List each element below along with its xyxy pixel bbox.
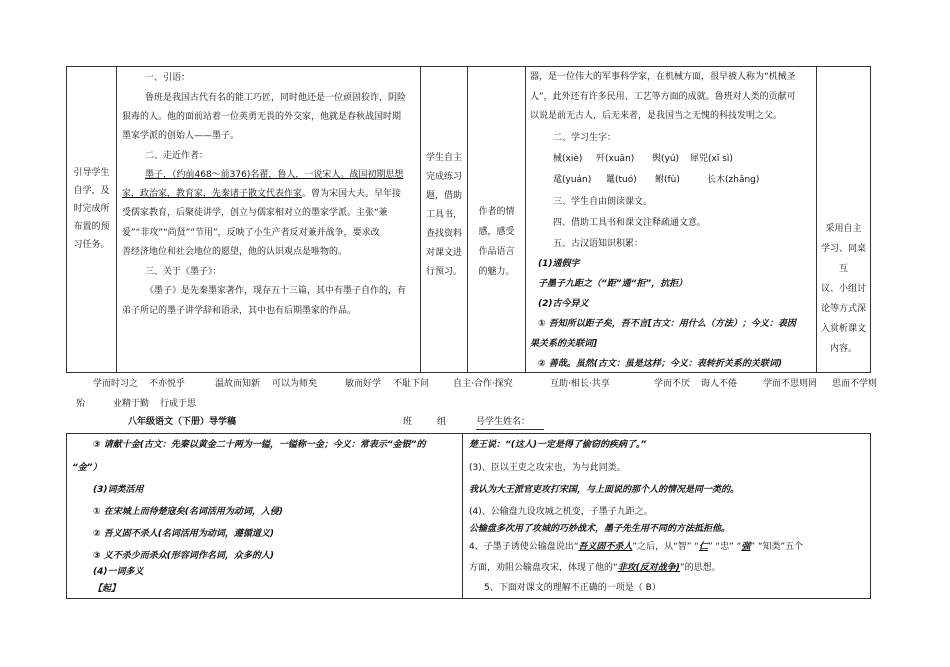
proverb: 自主·合作·探究 — [453, 379, 513, 389]
goal-line: 作者的情 — [478, 207, 515, 217]
author-text: 家，政治家，教育家，先秦诸子散文代表作家 — [122, 189, 303, 199]
intro-text: 鲁班是我国古代有名的能工巧匠，同时他还是一位顽固狡诈，阴险 — [145, 93, 407, 103]
note-line: “金”） — [72, 463, 102, 473]
note-line: ③ 请献十金(古文：先秦以黄金二十两为一镒，一镒称一金；今义：常表示“金银”的 — [93, 440, 426, 450]
goal-line: 的魅力。 — [478, 267, 515, 277]
guide-line: 引导学生 — [73, 168, 110, 178]
question-4-cont — [469, 561, 867, 575]
book-text: 《墨子》是先秦墨家著作，现存五十三篇，其中有墨子自作的，有 — [145, 286, 407, 296]
question-4-text: 方面，劝阻公输盘攻宋，体现了他的“ — [469, 563, 618, 573]
section-heading-intro: 一、引语： — [145, 73, 191, 83]
translation-line: (4)、公输盘九设攻城之机变，子墨子九距之。 — [469, 507, 653, 517]
note-line: (3)词类活用 — [93, 485, 144, 495]
subheading-tongjia: (1)通假字 — [538, 259, 580, 269]
vocab-item: 械(xiè) — [553, 154, 583, 164]
proverb: 互助·相长·共享 — [550, 379, 610, 389]
question-4-text: ”的思想。 — [679, 563, 721, 573]
author-line — [122, 187, 418, 201]
question-4-text: ” “知类”五个 — [750, 542, 804, 552]
question-4 — [469, 540, 867, 554]
vocab-item: 歼(xuān) — [596, 154, 635, 164]
vocab-item: 犀兕(xī sì) — [690, 154, 733, 164]
method-line: 议、小组讨 — [820, 284, 866, 294]
vocab-item: 长木(zhǎng) — [707, 175, 760, 185]
bottom-table-border-top — [66, 433, 871, 434]
worksheet-title: 八年级语文（下册）导学稿 — [128, 417, 237, 427]
bottom-table-border-left — [66, 433, 67, 599]
activity-line: 行预习。 — [425, 267, 462, 277]
author-text: 善经济地位和社会地位的愿望，他的认识观点是唯物的。 — [122, 247, 348, 257]
proverb: 行成于思 — [160, 399, 197, 409]
author-text: 。曾为宋国大夫。早年接 — [302, 189, 402, 199]
proverb: 学而时习之 — [93, 379, 139, 389]
vocab-item: 鼋(yuán) — [553, 175, 592, 185]
gujin-example: ② 善哉。虽然(古文：虽是这样；今义：表转折关系的关联词) — [538, 359, 782, 369]
section-heading-book: 三、关于《墨子》： — [145, 267, 222, 277]
luban-text: 器，是一位伟大的军事科学家，在机械方面，很早被人称为“机械圣 — [530, 72, 796, 82]
proverb: 温故而知新 — [215, 379, 261, 389]
intro-text: 狠毒的人。他的面前站着一位英勇无畏的外交家，他就是春秋战国时期 — [122, 112, 402, 122]
question-5: 5、下面对课文的理解不正确的一项是（ B） — [484, 583, 661, 593]
translation-line: 我认为大王派官吏攻打宋国，与上面说的那个人的情况是同一类的。 — [469, 485, 740, 495]
proverb: 敏而好学 — [345, 379, 382, 389]
goal-line: 感，感受 — [478, 227, 515, 237]
author-text: 受儒家教育，后聚徒讲学，创立与儒家相对立的墨家学派。主张“兼 — [122, 208, 388, 218]
guide-line: 自学，及 — [73, 186, 110, 196]
book-text: 弟子所记的墨子讲学辞和语录，其中也有后期墨家的作品。 — [122, 306, 357, 316]
tongjia-example: 子墨子九距之（“距”通“拒”，抗拒） — [538, 279, 688, 289]
group-label: 组 — [437, 417, 447, 427]
activity-line: 题，借助 — [425, 191, 462, 201]
top-table-border-top — [66, 66, 871, 67]
student-activity-column — [421, 149, 467, 282]
author-text: 墨子，（约前468～前376)名翟，鲁人，一说宋人。战国初期思想 — [145, 170, 404, 180]
method-line: 入赏析课文 — [820, 324, 866, 334]
activity-line: 完成练习 — [425, 172, 462, 182]
note-line: 【起】 — [93, 584, 121, 594]
guide-line: 时完成所 — [73, 204, 110, 214]
goal-line: 作品语言 — [478, 247, 515, 257]
proverb: 不亦悦乎 — [149, 379, 186, 389]
translation-line: 楚王说：“(这人)一定是得了偷窃的疾病了。” — [469, 440, 647, 450]
question-4-text: ”之后，从“智” “ — [632, 542, 699, 552]
method-line: 学习、同桌互 — [820, 244, 866, 274]
step-three: 三、学生自由朗读课文。 — [553, 197, 653, 207]
student-name-field[interactable]: 号学生姓名： — [476, 415, 544, 430]
note-line: ① 在宋城上而待楚寇矣(名词活用为动词，入侵) — [93, 507, 283, 517]
method-line: 内容。 — [829, 344, 857, 354]
goal-column — [468, 202, 525, 282]
top-table-border-right — [870, 66, 871, 373]
activity-line: 学生自主 — [425, 153, 462, 163]
gujin-example: ① 吾知所以距子矣，吾不言[古文：用什么（方法）；今义：表因 — [538, 319, 796, 329]
activity-line: 工具书， — [425, 210, 462, 220]
translation-line: 公输盘多次用了攻城的巧妙战术，墨子先生用不同的方法抵拒他。 — [469, 524, 731, 534]
proverb: 学而不思则罔 — [763, 379, 818, 389]
gujin-example: 果关系的关联词] — [530, 339, 598, 349]
proverb: 业精于勤 — [113, 399, 150, 409]
top-table-border-bottom — [66, 372, 871, 373]
guide-line: 习任务。 — [73, 240, 110, 250]
proverb: 殆 — [76, 399, 86, 409]
section-heading-words: 二、学习生字： — [553, 133, 617, 143]
proverb: 诲人不倦 — [701, 379, 738, 389]
proverb: 可以为师矣 — [272, 379, 318, 389]
vocab-item: 舆(yú) — [652, 154, 680, 164]
intro-text: 墨家学派的创始人——墨子。 — [122, 131, 240, 141]
method-line: 论等方式深 — [820, 304, 866, 314]
method-column — [817, 219, 870, 359]
bottom-table-border-bottom — [66, 598, 871, 599]
class-label: 班 — [403, 417, 413, 427]
vocab-item: 鼍(tuó) — [606, 175, 637, 185]
question-4-text: ” “忠” “ — [707, 542, 742, 552]
guide-column — [67, 164, 116, 254]
answer-blank: 非攻(反对战争) — [617, 563, 680, 573]
activity-line: 查找资料 — [425, 229, 462, 239]
answer-blank: 吾义固不杀人 — [578, 542, 633, 552]
bottom-table-divider — [462, 433, 463, 599]
translation-line: (3)、臣以王吏之攻宋也，为与此同类。 — [469, 463, 626, 473]
author-text: 爱”“非攻”“尚贤”“节用”，反映了小生产者反对兼并战争，要求改 — [122, 228, 380, 238]
guide-line: 布置的预 — [73, 222, 110, 232]
section-heading-author: 二、走近作者： — [145, 151, 209, 161]
note-line: (4)一词多义 — [93, 567, 144, 577]
subheading-gujin: (2)古今异义 — [538, 299, 589, 309]
luban-text: 人”，此外还有许多民用、工艺等方面的成就。鲁班对人类的贡献可 — [530, 92, 796, 102]
note-line: ② 吾义固不杀人(名词活用为动词，遵循道义) — [93, 529, 274, 539]
method-line: 采用自主 — [825, 224, 862, 234]
top-table-divider-1 — [116, 66, 117, 373]
bottom-table-border-right — [870, 433, 871, 599]
proverb: 学而不厌 — [654, 379, 691, 389]
answer-blank: 仁 — [698, 542, 708, 552]
note-line: ③ 义不杀少而杀众(形容词作名词，众多的人) — [93, 551, 274, 561]
vocab-item: 鲋(fù) — [655, 175, 680, 185]
top-table-divider-4 — [525, 66, 526, 373]
proverb: 思而不学则 — [832, 379, 878, 389]
question-4-text: 4、子墨子诱使公输盘说出“ — [469, 542, 579, 552]
step-four: 四、借助工具书和课文注释疏通文意。 — [553, 218, 707, 228]
activity-line: 对课文进 — [425, 248, 462, 258]
proverb: 不耻下问 — [393, 379, 430, 389]
answer-blank: 强 — [741, 542, 751, 552]
step-five: 五、古汉语知识积累： — [553, 239, 644, 249]
luban-text: 以说是前无古人，后无来者，是我国当之无愧的科技发明之父。 — [530, 111, 783, 121]
